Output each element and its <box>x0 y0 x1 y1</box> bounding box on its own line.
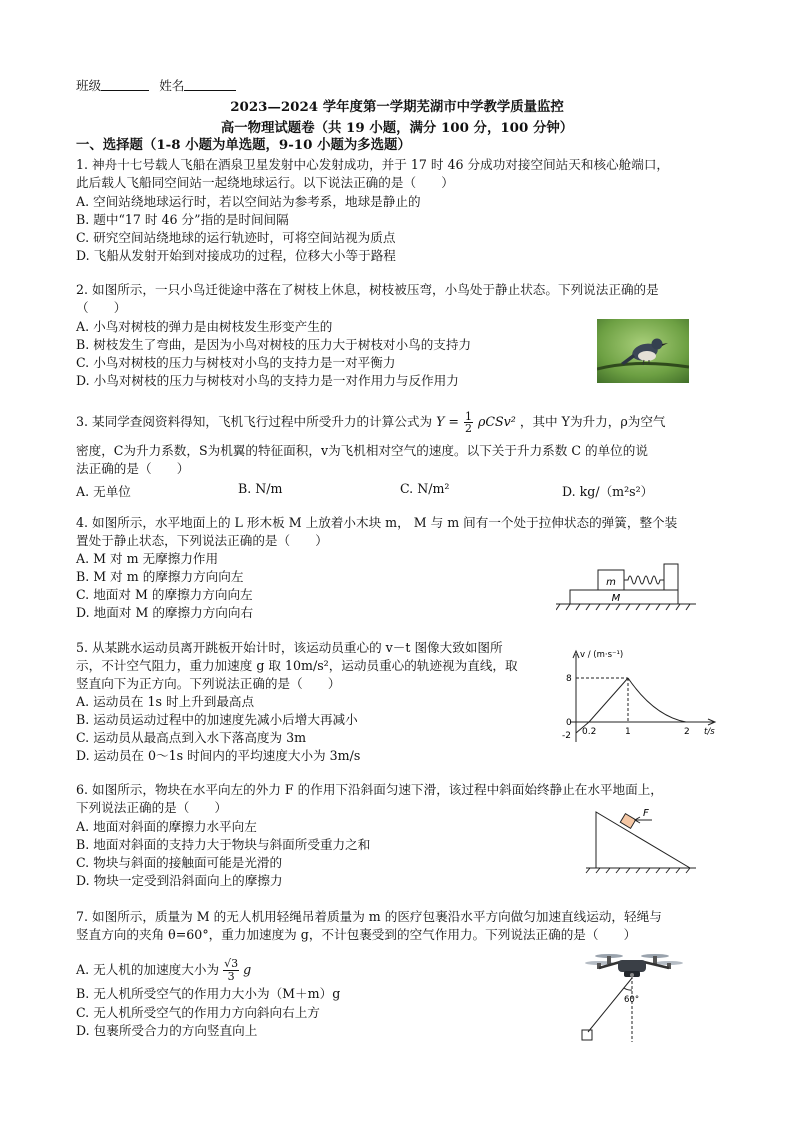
q2-option-c: C. 小鸟对树枝的压力与树枝对小鸟的支持力是一对平衡力 <box>76 355 396 370</box>
q1-option-d: D. 飞船从发射开始到对接成功的过程，位移大小等于路程 <box>76 248 396 263</box>
rope <box>588 978 632 1032</box>
segment-decay <box>628 678 686 722</box>
q1-option-a: A. 空间站绕地球运行时，若以空间站为参考系，地球是静止的 <box>76 194 421 209</box>
class-blank[interactable] <box>101 78 149 91</box>
q1-stem-2: 此后载人飞船同空间站一起绕地球运行。以下说法正确的是（ ） <box>76 175 454 190</box>
class-label: 班级 <box>76 78 102 93</box>
q5-stem-2: 示，不计空气阻力，重力加速度 g 取 10m/s²，运动员重心的轨迹视为直线，取 <box>76 658 518 673</box>
accel-g: g <box>243 962 252 977</box>
fraction-denominator: 2 <box>464 422 472 435</box>
q3-stem-1a: 3. 某同学查阅资料得知，飞机飞行过程中所受升力的计算公式为 <box>76 414 433 429</box>
q3-option-b: B. N/m <box>238 481 283 496</box>
q6-stem-2: 下列说法正确的是（ ） <box>76 800 228 815</box>
q4-stem-1: 4. 如图所示，水平地面上的 L 形木板 M 上放着小木块 m， M 与 m 间有一个处于拉伸状态的弹簧，整个装 <box>76 515 678 530</box>
q4-option-d: D. 地面对 M 的摩擦力方向向右 <box>76 605 254 620</box>
tick-t2: 2 <box>684 727 690 737</box>
q3-stem-1b: ，其中 Y为升力，ρ为空气 <box>519 414 666 429</box>
q1-stem-1: 1. 神舟十七号载人飞船在酒泉卫星发射中心发射成功，并于 17 时 46 分成功对接空间站天和核心舱端口， <box>76 157 670 172</box>
angle-arc <box>624 988 632 990</box>
drone <box>585 954 683 977</box>
section-heading: 一、选择题（1-8 小题为单选题，9-10 小题为多选题） <box>76 137 411 153</box>
q4-stem-2: 置处于静止状态，下列说法正确的是（ ） <box>76 533 328 548</box>
segment-rise-2 <box>589 678 628 722</box>
board-wall <box>664 564 678 590</box>
tick-t1: 1 <box>625 727 631 737</box>
exam-title: 2023—2024 学年度第一学期芜湖市中学教学质量监控 <box>230 99 564 115</box>
tick-vneg2: -2 <box>562 731 571 741</box>
accel-denominator: 3 <box>227 970 235 983</box>
q5-option-c: C. 运动员从最高点到入水下落高度为 3m <box>76 730 307 745</box>
q3-stem-1 <box>76 411 666 434</box>
t-axis-label: t/s <box>704 727 715 737</box>
q3-stem-2: 密度，C为升力系数，S为机翼的特征面积，v为飞机相对空气的速度。以下关于升力系数 C 的单位的说 <box>76 443 648 458</box>
angle-label: 60° <box>624 995 640 1005</box>
q2-stem-2: （ ） <box>76 300 127 315</box>
q2-option-b: B. 树枝发生了弯曲，是因为小鸟对树枝的压力大于树枝对小鸟的支持力 <box>76 337 472 352</box>
label-m: m <box>606 577 616 588</box>
vt-graph <box>556 646 720 746</box>
tick-v8: 8 <box>566 674 572 684</box>
accel-numerator: √3 <box>224 957 239 970</box>
sliding-block <box>620 814 635 829</box>
tick-origin: 0 <box>566 718 572 728</box>
q7-option-b: B. 无人机所受空气的作用力大小为（M＋m）g <box>76 986 341 1001</box>
q6-option-b: B. 地面对斜面的支持力大于物块与斜面所受重力之和 <box>76 837 371 852</box>
name-label: 姓名 <box>159 78 185 93</box>
q7-option-c: C. 无人机所受空气的作用力方向斜向右上方 <box>76 1005 320 1020</box>
q3-option-d: D. kg/（m²s²） <box>562 484 654 499</box>
tick-t02: 0.2 <box>582 727 597 737</box>
name-blank[interactable] <box>184 78 236 91</box>
ground-hatching <box>586 868 690 873</box>
fraction-numerator: 1 <box>464 410 472 423</box>
q5-stem-3: 竖直向下为正方向。下列说法正确的是（ ） <box>76 676 341 691</box>
bird-on-branch-photo <box>597 319 689 383</box>
label-F: F <box>643 808 649 819</box>
q7-option-d: D. 包裹所受合力的方向竖直向上 <box>76 1023 258 1038</box>
q4-option-b: B. M 对 m 的摩擦力方向向左 <box>76 569 244 584</box>
accel-fraction <box>223 958 239 983</box>
ground-hatching <box>556 604 690 610</box>
q5-stem-1: 5. 从某跳水运动员离开跳板开始计时，该运动员重心的 v－t 图像大致如图所 <box>76 640 503 655</box>
package <box>582 1030 592 1040</box>
q7-option-a-text: A. 无人机的加速度大小为 <box>76 962 220 977</box>
q1-option-b: B. 题中“17 时 46 分”指的是时间间隔 <box>76 212 289 227</box>
spring <box>624 576 664 584</box>
q5-option-a: A. 运动员在 1s 时上升到最高点 <box>76 694 255 709</box>
q7-stem-2: 竖直方向的夹角 θ=60°，重力加速度为 g，不计包裹受到的空气作用力。下列说法正确的是（ ） <box>76 927 637 942</box>
q3-stem-3: 法正确的是（ ） <box>76 461 190 476</box>
formula-fraction <box>464 411 473 434</box>
v-axis-label: v / (m·s⁻¹) <box>580 650 624 660</box>
exam-subtitle: 高一物理试题卷（共 19 小题，满分 100 分，100 分钟） <box>220 120 574 136</box>
formula-rhs: ρCSv² <box>477 414 516 429</box>
q2-stem-1: 2. 如图所示，一只小鸟迁徙途中落在了树枝上休息，树枝被压弯，小鸟处于静止状态。下列说法正确的是 <box>76 282 659 297</box>
board-block-spring-diagram <box>556 560 696 616</box>
q3-option-a: A. 无单位 <box>76 484 131 499</box>
incline-diagram <box>580 806 698 874</box>
q1-option-c: C. 研究空间站绕地球的运行轨迹时，可将空间站视为质点 <box>76 230 396 245</box>
q6-stem-1: 6. 如图所示，物块在水平向左的外力 F 的作用下沿斜面匀速下滑，该过程中斜面始终静止在水平地面上， <box>76 782 663 797</box>
q6-option-a: A. 地面对斜面的摩擦力水平向左 <box>76 819 257 834</box>
q2-option-a: A. 小鸟对树枝的弹力是由树枝发生形变产生的 <box>76 319 333 334</box>
q5-option-b: B. 运动员运动过程中的加速度先减小后增大再减小 <box>76 712 358 727</box>
q5-option-d: D. 运动员在 0～1s 时间内的平均速度大小为 3m/s <box>76 748 361 763</box>
student-info <box>76 78 242 94</box>
q7-stem-1: 7. 如图所示，质量为 M 的无人机用轻绳吊着质量为 m 的医疗包裹沿水平方向做匀加速直线运动，轻绳与 <box>76 909 662 924</box>
q6-option-c: C. 物块与斜面的接触面可能是光滑的 <box>76 855 283 870</box>
q4-option-a: A. M 对 m 无摩擦力作用 <box>76 551 219 566</box>
drone-diagram <box>574 948 694 1044</box>
board-M <box>570 590 678 604</box>
formula-lhs: Y = <box>436 414 459 429</box>
q4-option-c: C. 地面对 M 的摩擦力方向向左 <box>76 587 253 602</box>
q6-option-d: D. 物块一定受到沿斜面向上的摩擦力 <box>76 873 283 888</box>
label-M: M <box>611 593 621 604</box>
q7-option-a <box>76 958 251 983</box>
q3-option-c: C. N/m² <box>400 481 450 496</box>
q2-option-d: D. 小鸟对树枝的压力与树枝对小鸟的支持力是一对作用力与反作用力 <box>76 373 459 388</box>
